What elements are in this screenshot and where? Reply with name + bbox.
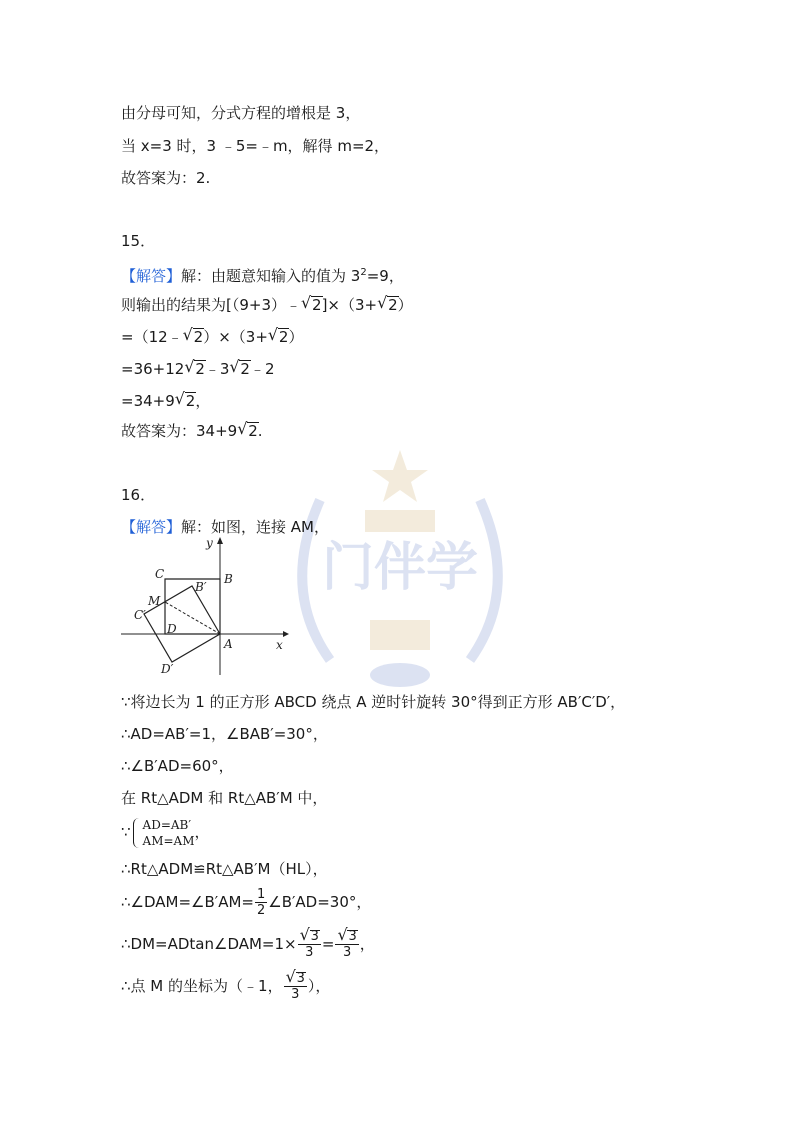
q16-step-6: ∴Rt△ADM≌Rt△AB′M（HL），: [121, 860, 328, 878]
y-axis-arrow: [217, 537, 223, 544]
q16-step-4: 在 Rt△ADM 和 Rt△AB′M 中，: [121, 789, 328, 807]
q15-line-2: 则输出的结果为[（9+3）﹣√ 2]×（3+√ 2）: [121, 295, 413, 315]
q16-step-7: ∴∠DAM=∠B′AM= $\frac{1}{2}$ ∠B′AD=30°，: [121, 887, 372, 918]
watermark-logo: [270, 440, 530, 700]
fraction-sqrt3-over-3-c: √ $\frac{3}{3}$: [284, 971, 307, 1002]
q15-line-3: =（12﹣√ 2）×（3+√ 2）: [121, 327, 303, 347]
q16-tag: 【解答】: [121, 518, 182, 536]
equation-system: AD=AB′ AM=AM: [131, 817, 195, 849]
geometry-diagram: [121, 535, 291, 680]
text-line-3: 故答案为：2.: [121, 169, 211, 187]
label-x: x: [276, 638, 283, 652]
q15-number: 15．: [121, 232, 156, 250]
q16-intro: 【解答】解：如图，连接 AM，: [121, 518, 329, 536]
label-y: y: [206, 536, 213, 550]
q15-line-5: =34+9√ 2，: [121, 391, 210, 411]
label-b: B: [224, 572, 233, 586]
q16-step-2: ∴AD=AB′=1，∠BAB′=30°，: [121, 725, 328, 743]
q15-tag: 【解答】: [121, 267, 182, 285]
fraction-half: $\frac{1}{2}$: [256, 887, 266, 918]
q16-number: 16．: [121, 486, 156, 504]
q16-step-3: ∴∠B′AD=60°，: [121, 757, 234, 775]
fraction-sqrt3-over-3-b: √ $\frac{3}{3}$: [335, 929, 358, 960]
x-axis-arrow: [283, 631, 289, 637]
text-line-1: 由分母可知，分式方程的增根是 3，: [121, 104, 361, 122]
label-b-prime: B′: [195, 580, 207, 594]
q16-step-5: ∵ AD=AB′ AM=AM ，: [121, 817, 210, 848]
q16-step-8: ∴DM=ADtan∠DAM=1× √ $\frac{3}{3}$ = √ $\frac{3}{3}$ ，: [121, 926, 375, 962]
q16-step-1: ∵将边长为 1 的正方形 ABCD 绕点 A 逆时针旋转 30°得到正方形 AB′C′D′，: [121, 693, 626, 711]
label-a: A: [224, 637, 233, 651]
watermark-text: 门伴学: [321, 538, 479, 598]
q15-line-4: =36+12√ 2﹣3√ 2﹣2: [121, 359, 275, 379]
label-d: D: [167, 622, 177, 636]
text-line-2: 当 x=3 时，3 ﹣5=﹣m，解得 m=2，: [121, 137, 390, 155]
label-m: M: [148, 594, 161, 608]
q15-intro: 【解答】解：由题意知输入的值为 $3^2=9$，: [121, 267, 404, 285]
label-d-prime: D′: [161, 662, 174, 676]
label-c: C: [155, 567, 165, 581]
fraction-sqrt3-over-3-a: √ $\frac{3}{3}$: [298, 929, 321, 960]
q16-step-9: ∴点 M 的坐标为（﹣1， √ $\frac{3}{3}$ ），: [121, 968, 330, 1004]
q15-answer: 故答案为：34+9√ 2.: [121, 421, 263, 441]
label-c-prime: C′: [134, 608, 146, 622]
